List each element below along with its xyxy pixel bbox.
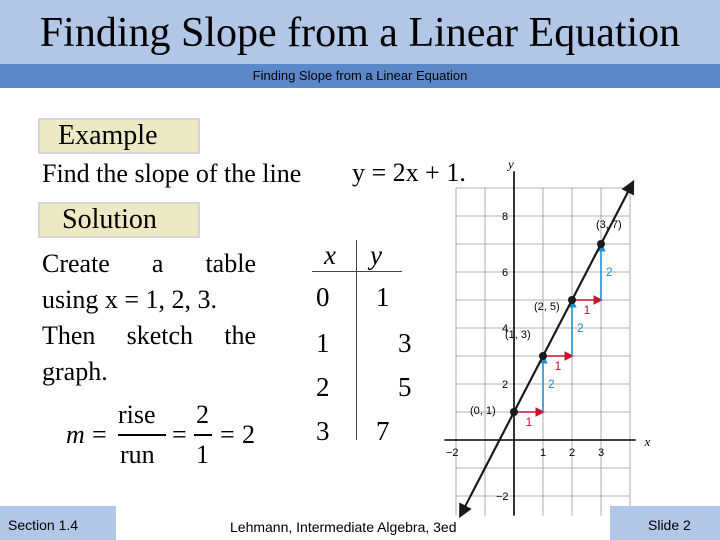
rise-label: 2 — [606, 265, 613, 279]
formula-equals-1: = — [92, 420, 107, 449]
x-tick-label: 1 — [540, 447, 547, 459]
x-axis-label: x — [644, 434, 651, 449]
y-axis-label: y — [508, 156, 514, 172]
slide-subtitle: Finding Slope from a Linear Equation — [252, 68, 468, 83]
x-tick-label: 3 — [598, 447, 605, 459]
data-point — [568, 296, 576, 304]
table-header-x: x — [324, 240, 336, 270]
formula-rise: rise — [118, 400, 156, 429]
table-cell-x-1: 1 — [316, 328, 330, 358]
x-tick-label: −2 — [446, 447, 459, 459]
table-cell-y-1: 3 — [398, 328, 412, 358]
formula-result: 2 — [242, 420, 255, 449]
y-tick-label: 8 — [502, 211, 509, 223]
y-tick-label: −2 — [496, 491, 509, 503]
rise-label: 2 — [548, 377, 555, 391]
y-tick-label: 2 — [502, 379, 509, 391]
solution-line-3: Then sketch the — [42, 321, 256, 350]
run-label: 1 — [554, 359, 562, 373]
formula-equals-3: = — [220, 420, 235, 449]
point-label: (3, 7) — [596, 219, 622, 231]
y-tick-label: 4 — [502, 323, 509, 335]
data-point — [539, 352, 547, 360]
x-tick-label: 2 — [569, 447, 576, 459]
fraction-bar-1 — [118, 434, 166, 436]
formula-m: m — [66, 420, 85, 449]
run-label: 1 — [525, 415, 533, 429]
table-header-rule — [312, 271, 402, 272]
formula-run: run — [120, 440, 155, 469]
footer-section: Section 1.4 — [8, 517, 79, 533]
slope-formula — [62, 396, 272, 476]
solution-line-1: Create a table — [42, 249, 256, 278]
point-label: (1, 3) — [505, 329, 531, 341]
solution-line-4: graph. — [42, 357, 108, 386]
table-cell-y-0: 1 — [376, 282, 390, 312]
xy-table — [300, 238, 440, 448]
example-prompt: Find the slope of the line — [42, 159, 302, 188]
y-tick-label: 6 — [502, 267, 509, 279]
table-header-y: y — [370, 240, 382, 270]
point-label: (0, 1) — [470, 405, 496, 417]
run-label: 1 — [583, 303, 591, 317]
example-equation: y = 2x + 1. — [352, 158, 466, 187]
solution-label: Solution — [62, 204, 157, 235]
example-label: Example — [58, 120, 158, 151]
rise-label: 2 — [577, 321, 584, 335]
formula-two: 2 — [196, 400, 209, 429]
table-cell-y-2: 5 — [398, 372, 412, 402]
graph-line-group — [460, 182, 633, 515]
line-graph — [446, 156, 675, 503]
table-divider — [356, 240, 357, 440]
table-cell-x-3: 3 — [316, 416, 330, 446]
fraction-bar-2 — [194, 434, 212, 436]
table-cell-x-2: 2 — [316, 372, 330, 402]
footer-book: Lehmann, Intermediate Algebra, 3ed — [230, 519, 457, 535]
data-point — [597, 240, 605, 248]
point-label: (2, 5) — [534, 301, 560, 313]
slide-title: Finding Slope from a Linear Equation — [39, 10, 681, 56]
table-cell-y-3: 7 — [376, 416, 390, 446]
table-cell-x-0: 0 — [316, 282, 330, 312]
data-point — [510, 408, 518, 416]
formula-one: 1 — [196, 440, 209, 469]
formula-equals-2: = — [172, 420, 187, 449]
footer-slide-number: Slide 2 — [648, 517, 691, 533]
solution-line-2: using x = 1, 2, 3. — [42, 285, 218, 314]
